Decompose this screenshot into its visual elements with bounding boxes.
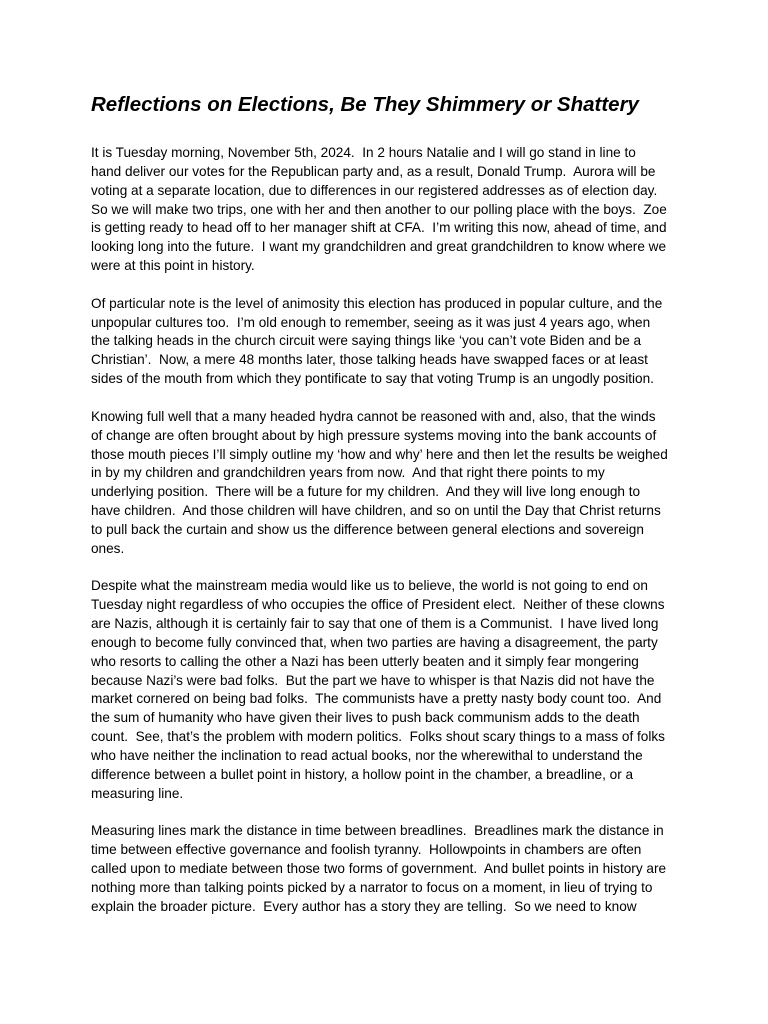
text-line: Tuesday night regardless of who occupies the office of President elect. Neither of these clowns <box>91 597 665 613</box>
text-line: ones. <box>91 540 125 556</box>
paragraph-1 <box>91 144 691 276</box>
text-line: have children. And those children will have children, and so on until the Day that Christ returns <box>91 503 661 519</box>
text-line: So we will make two trips, one with her and then another to our polling place with the boys. Zoe <box>91 201 667 217</box>
text-line: sides of the mouth from which they pontificate to say that voting Trump is an ungodly position. <box>91 371 654 387</box>
text-line: of change are often brought about by high pressure systems moving into the bank accounts of <box>91 427 657 443</box>
text-line: count. See, that’s the problem with modern politics. Folks shout scary things to a mass of folks <box>91 729 665 745</box>
text-line: unpopular cultures too. I’m old enough to remember, seeing as it was just 4 years ago, when <box>91 314 651 330</box>
paragraph-3 <box>91 408 691 559</box>
text-line: who resorts to calling the other a Nazi has been utterly beaten and it simply fear mongering <box>91 653 639 669</box>
text-line: explain the broader picture. Every author has a story they are telling. So we need to know <box>91 898 637 914</box>
text-line: to pull back the curtain and show us the difference between general elections and sovereign <box>91 521 644 537</box>
text-line: are Nazis, although it is certainly fair to say that one of them is a Communist. I have lived long <box>91 616 659 632</box>
text-line: underlying position. There will be a future for my children. And they will live long enough to <box>91 484 641 500</box>
text-line: nothing more than talking points picked by a narrator to focus on a moment, in lieu of trying to <box>91 879 653 895</box>
text-line: difference between a bullet point in history, a hollow point in the chamber, a breadline, or a <box>91 766 634 782</box>
text-line: Of particular note is the level of animosity this election has produced in popular culture, and the <box>91 295 663 311</box>
text-line: measuring line. <box>91 785 184 801</box>
paragraph-2 <box>91 295 691 389</box>
text-line: market cornered on being bad folks. The communists have a pretty nasty body count too. And <box>91 691 662 707</box>
text-line: is getting ready to head off to her manager shift at CFA. I’m writing this now, ahead of time, and <box>91 220 667 236</box>
text-line: looking long into the future. I want my grandchildren and great grandchildren to know where we <box>91 239 667 255</box>
text-line: those mouth pieces I’ll simply outline my ‘how and why’ here and then let the results be weighed <box>91 446 668 462</box>
document-title: Reflections on Elections, Be They Shimmery or Shattery <box>91 93 639 116</box>
text-line: the sum of humanity who have given their lives to push back communism adds to the death <box>91 710 640 726</box>
text-line: were at this point in history. <box>91 258 255 274</box>
text-line: It is Tuesday morning, November 5th, 2024. In 2 hours Natalie and I will go stand in line to <box>91 145 636 160</box>
text-line: in by my children and grandchildren years from now. And that right there points to my <box>91 465 605 481</box>
text-line: Christian’. Now, a mere 48 months later, those talking heads have swapped faces or at least <box>91 352 648 368</box>
document-body <box>91 144 691 935</box>
paragraph-4 <box>91 577 691 803</box>
text-line: who have neither the inclination to read actual books, nor the wherewithal to understand the <box>91 748 643 763</box>
paragraph-5 <box>91 822 691 916</box>
text-line: Knowing full well that a many headed hydra cannot be reasoned with and, also, that the winds <box>91 408 656 424</box>
text-line: time between effective governance and foolish tyranny. Hollowpoints in chambers are often <box>91 842 642 858</box>
text-line: enough to become fully convinced that, when two parties are having a disagreement, the party <box>91 634 658 650</box>
text-line: because Nazi’s were bad folks. But the part we have to whisper is that Nazis did not have the <box>91 672 655 688</box>
text-line: the talking heads in the church circuit were saying things like ‘you can’t vote Biden and be a <box>91 333 642 349</box>
text-line: hand deliver our votes for the Republican party and, as a result, Donald Trump. Aurora will be <box>91 163 656 179</box>
text-line: called upon to mediate between those two forms of government. And bullet points in history are <box>91 861 667 877</box>
text-line: voting at a separate location, due to differences in our registered addresses as of election day. <box>91 182 658 198</box>
text-line: Measuring lines mark the distance in time between breadlines. Breadlines mark the distance in <box>91 823 664 839</box>
text-line: Despite what the mainstream media would like us to believe, the world is not going to end on <box>91 578 648 594</box>
